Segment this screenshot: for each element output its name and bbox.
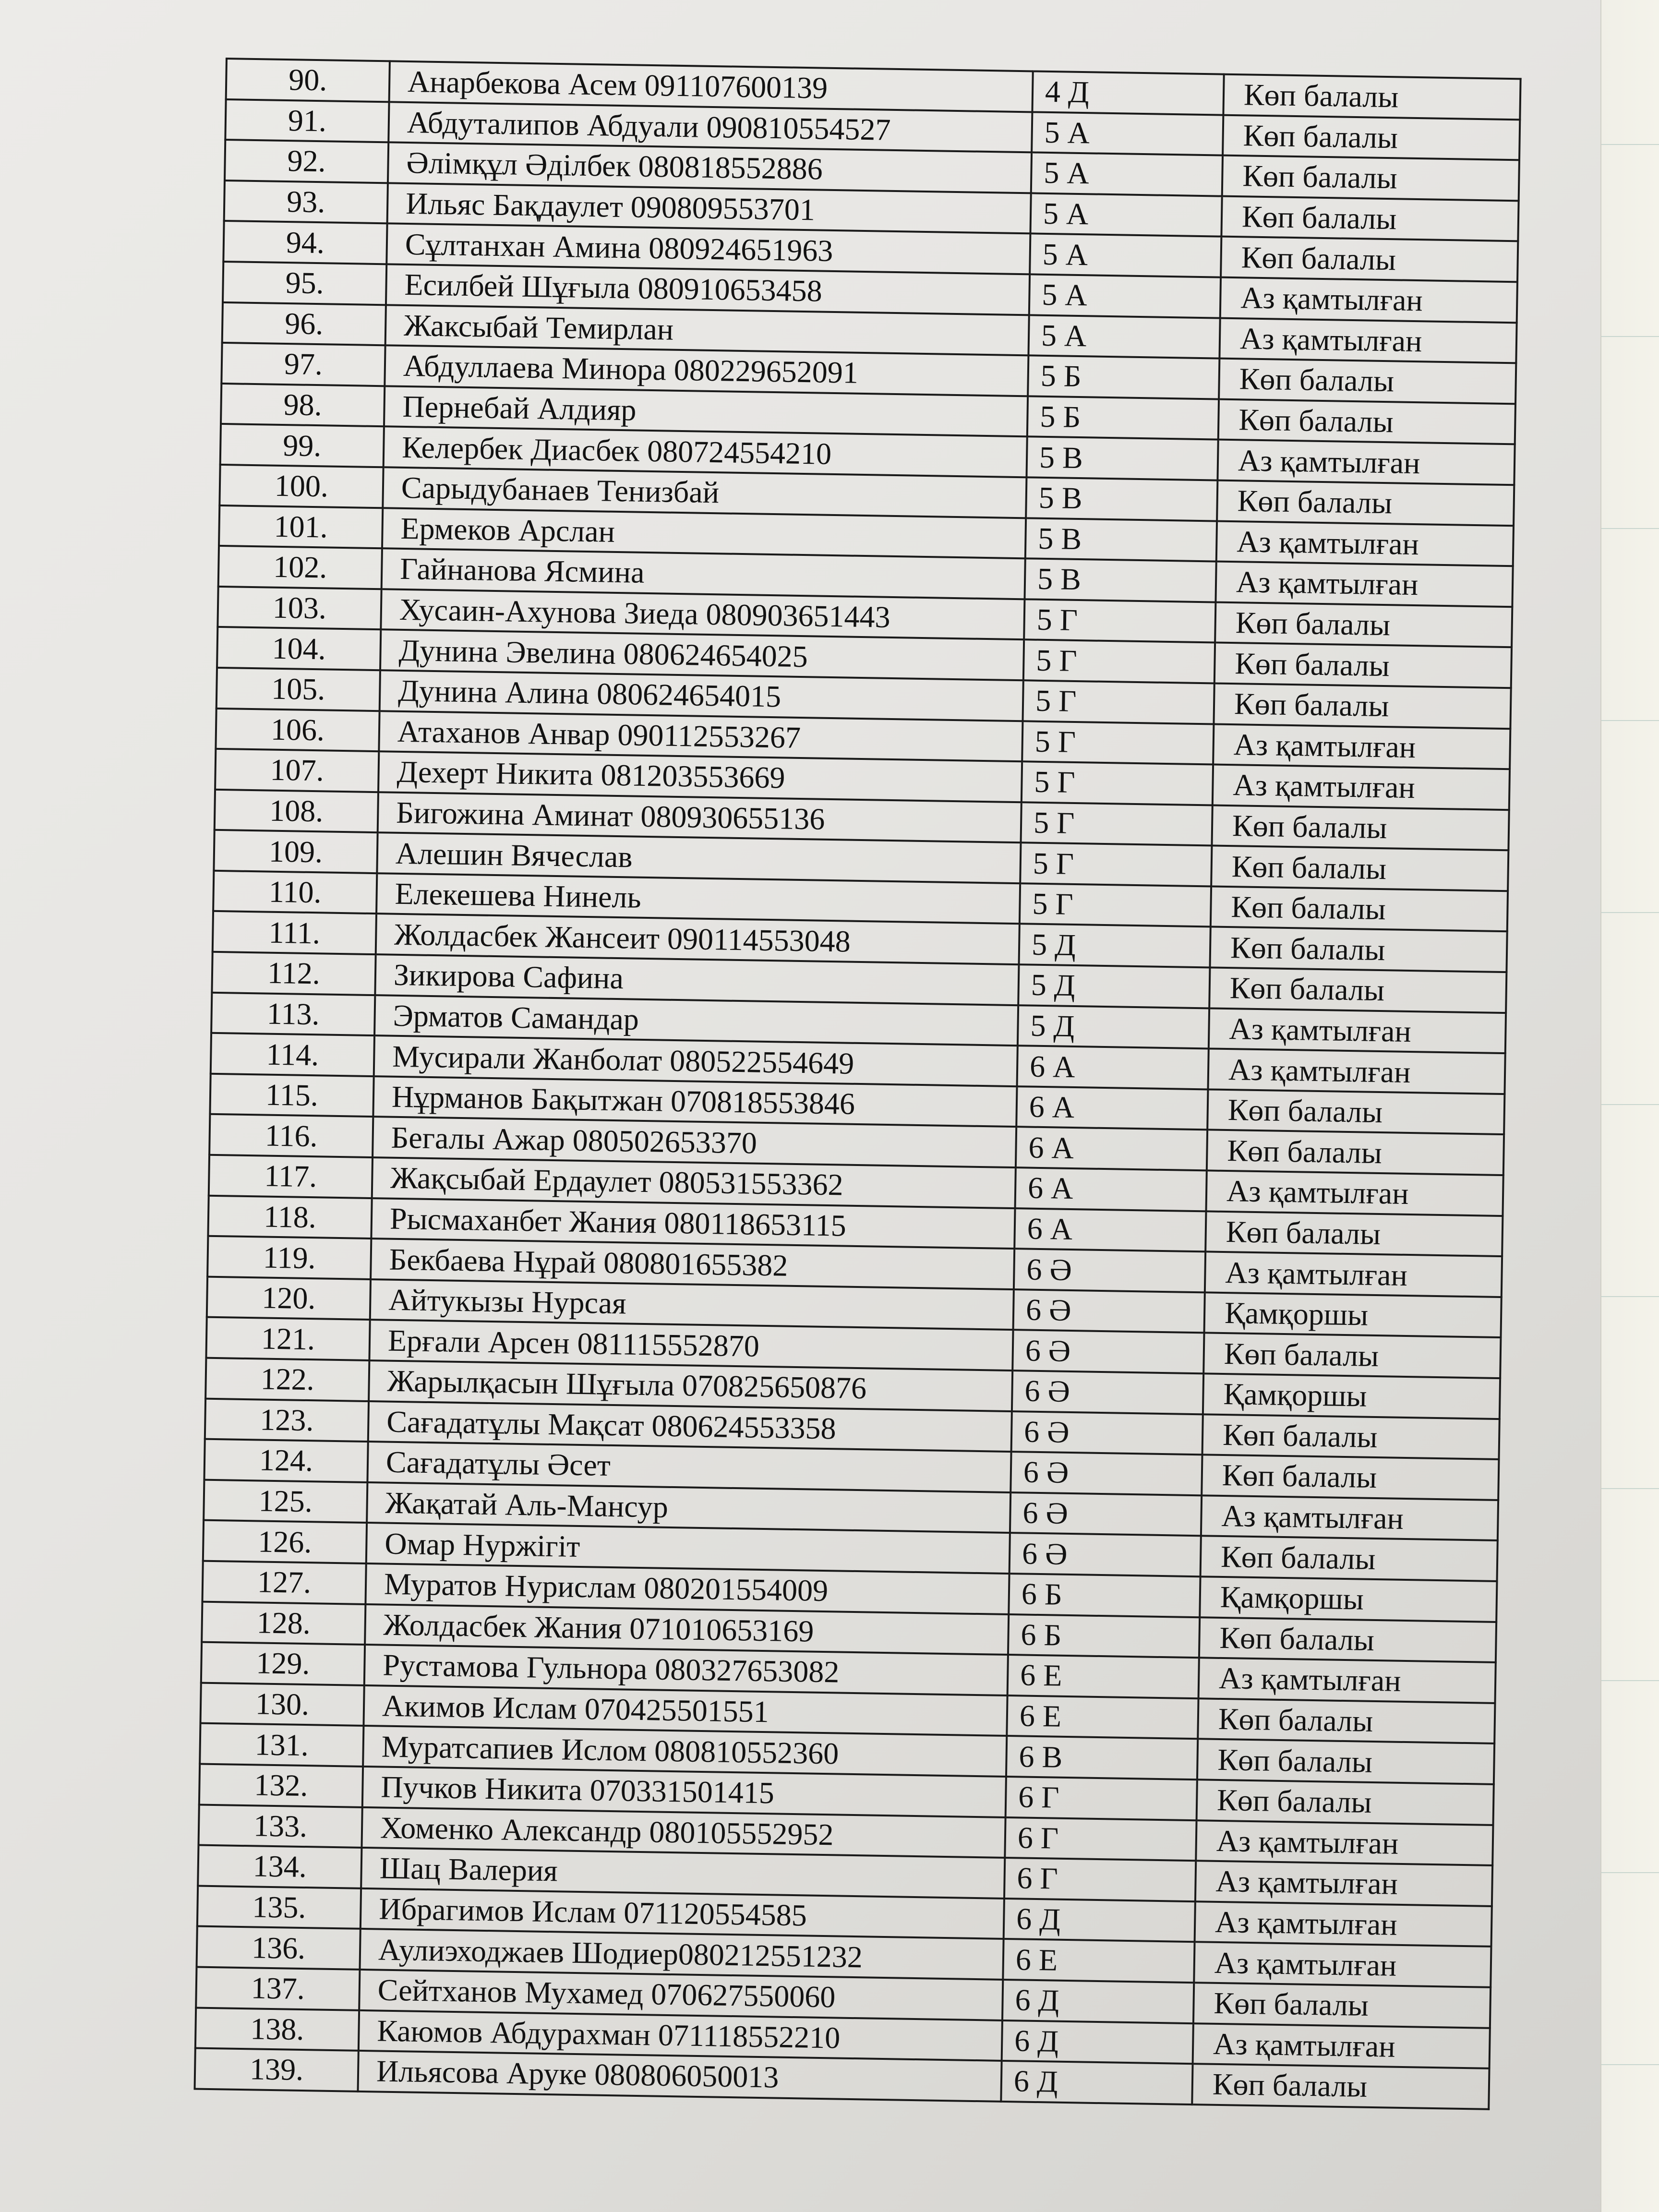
class-grade: 6 Д: [1004, 1899, 1195, 1942]
class-grade: 6 В: [1006, 1736, 1198, 1779]
class-grade: 6 Е: [1008, 1655, 1199, 1698]
row-number: 130.: [200, 1683, 364, 1726]
family-status: Көп балалы: [1210, 927, 1507, 972]
student-name-id: Сарыдубанаев Тенизбай: [383, 467, 1026, 518]
class-grade: 4 Д: [1032, 71, 1224, 115]
student-name-id: Әлімқұл Әділбек 080818552886: [388, 143, 1032, 193]
student-name-id: Анарбекова Асем 091107600139: [389, 61, 1033, 112]
class-grade: 5 А: [1029, 274, 1221, 318]
student-name-id: Абдуталипов Абдуали 090810554527: [388, 102, 1032, 153]
class-grade: 5 В: [1026, 477, 1217, 521]
student-name-id: Елекешева Нинель: [376, 873, 1020, 924]
row-number: 100.: [219, 465, 383, 508]
class-grade: 6 Д: [1002, 1980, 1194, 2023]
row-number: 101.: [219, 505, 383, 548]
student-name-id: Гайнанова Ясмина: [382, 548, 1025, 599]
row-number: 91.: [225, 99, 389, 143]
student-name-id: Жарылқасын Шұғыла 070825650876: [369, 1360, 1012, 1411]
class-grade: 6 А: [1017, 1046, 1209, 1089]
row-number: 134.: [198, 1845, 361, 1888]
class-grade: 6 Ә: [1012, 1370, 1203, 1414]
family-status: Аз қамтылған: [1206, 1170, 1503, 1215]
row-number: 123.: [205, 1398, 369, 1442]
family-status: Көп балалы: [1214, 683, 1511, 728]
family-status: Көп балалы: [1207, 1130, 1504, 1175]
family-status: Көп балалы: [1215, 602, 1512, 647]
student-name-id: Аулиэходжаев Шодиер080212551232: [360, 1929, 1003, 1980]
class-grade: 6 Д: [1002, 2020, 1193, 2064]
row-number: 117.: [209, 1155, 373, 1198]
class-grade: 5 А: [1030, 234, 1221, 277]
row-number: 113.: [211, 992, 375, 1035]
student-name-id: Сағадатұлы Әсет: [367, 1442, 1011, 1492]
class-grade: 6 Ә: [1010, 1533, 1201, 1576]
student-name-id: Бигожина Аминат 080930655136: [378, 792, 1022, 843]
family-status: Көп балалы: [1197, 1779, 1494, 1825]
class-grade: 5 Г: [1020, 883, 1211, 927]
class-grade: 5 В: [1026, 437, 1218, 481]
family-status: Көп балалы: [1207, 1089, 1504, 1134]
family-status: Қамқоршы: [1203, 1373, 1500, 1419]
student-name-id: Нұрманов Бақытжан 070818553846: [373, 1076, 1017, 1127]
class-grade: 6 Ә: [1013, 1289, 1205, 1333]
student-name-id: Жақатай Аль-Мансур: [367, 1482, 1010, 1533]
family-status: Көп балалы: [1201, 1536, 1498, 1581]
class-grade: 6 Г: [1006, 1777, 1197, 1820]
family-status: Аз қамтылған: [1209, 1008, 1506, 1053]
row-number: 103.: [217, 587, 381, 630]
student-name-id: Эрматов Самандар: [374, 995, 1018, 1046]
row-number: 129.: [201, 1642, 365, 1685]
student-name-id: Жаксыбай Темирлан: [385, 305, 1029, 356]
class-grade: 6 Б: [1008, 1614, 1200, 1658]
side-notebook-sheet: [1600, 0, 1659, 2212]
class-grade: 6 А: [1015, 1167, 1207, 1211]
row-number: 105.: [216, 668, 380, 711]
family-status: Көп балалы: [1192, 2064, 1489, 2109]
family-status: Аз қамтылған: [1215, 562, 1513, 607]
student-name-id: Келербек Диасбек 080724554210: [384, 427, 1027, 478]
family-status: Аз қамтылған: [1220, 277, 1517, 323]
class-grade: 6 Г: [1005, 1817, 1196, 1861]
row-number: 98.: [221, 384, 385, 427]
class-grade: 5 Г: [1022, 761, 1213, 805]
row-number: 96.: [222, 302, 386, 346]
student-name-id: Жолдасбек Жансеит 090114553048: [376, 914, 1020, 965]
family-status: Көп балалы: [1219, 359, 1516, 404]
row-number: 99.: [220, 424, 384, 467]
row-number: 135.: [197, 1886, 361, 1929]
family-status: Аз қамтылған: [1195, 1861, 1492, 1906]
row-number: 92.: [225, 140, 388, 183]
family-status: Көп балалы: [1218, 399, 1515, 444]
row-number: 131.: [200, 1723, 363, 1767]
family-status: Аз қамтылған: [1208, 1049, 1505, 1094]
student-name-id: Шац Валерия: [361, 1848, 1005, 1899]
student-name-id: Дунина Эвелина 080624654025: [380, 630, 1024, 681]
student-name-id: Муратсапиев Ислом 080810552360: [363, 1726, 1007, 1777]
class-grade: 6 А: [1016, 1127, 1207, 1171]
class-grade: 5 Г: [1020, 843, 1212, 887]
student-name-id: Айтукызы Нурсая: [370, 1279, 1014, 1330]
class-grade: 5 Г: [1024, 599, 1215, 643]
row-number: 137.: [196, 1967, 360, 2010]
class-grade: 6 Ә: [1010, 1452, 1202, 1495]
family-status: Аз қамтылған: [1196, 1820, 1493, 1865]
class-grade: 5 А: [1031, 153, 1223, 196]
student-name-id: Жақсыбай Ердаулет 080531553362: [372, 1157, 1016, 1208]
student-name-id: Омар Нуржігіт: [366, 1523, 1010, 1574]
row-number: 126.: [203, 1520, 367, 1563]
family-status: Аз қамтылған: [1199, 1658, 1496, 1703]
class-grade: 5 Б: [1028, 356, 1219, 399]
class-grade: 5 В: [1025, 518, 1217, 562]
family-status: Көп балалы: [1203, 1333, 1501, 1378]
student-name-id: Бегалы Ажар 080502653370: [373, 1117, 1016, 1168]
family-status: Көп балалы: [1199, 1617, 1496, 1662]
family-status: Аз қамтылған: [1195, 1901, 1492, 1947]
family-status: Аз қамтылған: [1219, 318, 1516, 363]
student-name-id: Атаханов Анвар 090112553267: [379, 711, 1022, 762]
class-grade: 5 В: [1024, 558, 1216, 602]
student-name-id: Хоменко Александр 080105552952: [361, 1807, 1005, 1858]
class-grade: 5 А: [1032, 112, 1223, 156]
row-number: 106.: [216, 708, 379, 751]
family-status: Аз қамтылған: [1201, 1495, 1498, 1540]
family-status: Аз қамтылған: [1194, 1942, 1491, 1987]
row-number: 122.: [205, 1358, 369, 1401]
student-name-id: Абдуллаева Минора 080229652091: [385, 345, 1028, 396]
row-number: 118.: [208, 1195, 372, 1238]
class-grade: 6 Ә: [1010, 1492, 1202, 1536]
row-number: 102.: [218, 546, 382, 589]
class-grade: 6 Д: [1001, 2061, 1192, 2104]
row-number: 108.: [215, 790, 378, 833]
row-number: 110.: [213, 871, 377, 914]
family-status: Көп балалы: [1205, 1211, 1503, 1256]
student-name-id: Ильясова Аруке 080806050013: [358, 2051, 1001, 2102]
family-status: Қамқоршы: [1200, 1576, 1497, 1622]
class-grade: 6 Ә: [1014, 1249, 1205, 1292]
row-number: 121.: [206, 1317, 370, 1360]
family-status: Көп балалы: [1202, 1414, 1500, 1459]
row-number: 107.: [215, 749, 379, 792]
family-status: Көп балалы: [1197, 1739, 1494, 1784]
family-status: Көп балалы: [1212, 805, 1509, 850]
row-number: 114.: [211, 1033, 374, 1076]
row-number: 94.: [223, 221, 387, 264]
student-name-id: Есилбей Шұғыла 080910653458: [386, 264, 1030, 315]
row-number: 111.: [213, 911, 376, 954]
row-number: 93.: [224, 180, 388, 224]
family-status: Көп балалы: [1211, 886, 1508, 931]
class-grade: 6 Ә: [1012, 1330, 1204, 1374]
student-name-id: Сағадатұлы Мақсат 080624553358: [368, 1401, 1012, 1452]
class-grade: 6 Б: [1009, 1574, 1200, 1617]
class-grade: 5 Г: [1023, 680, 1214, 724]
class-grade: 5 Б: [1027, 396, 1219, 440]
family-status: Көп балалы: [1223, 115, 1520, 160]
student-name-id: Бекбаева Нұрай 080801655382: [371, 1238, 1014, 1289]
class-grade: 5 Г: [1023, 640, 1215, 684]
class-grade: 6 Ә: [1011, 1411, 1203, 1455]
class-grade: 5 А: [1030, 193, 1222, 237]
family-status: Көп балалы: [1202, 1455, 1499, 1500]
family-status: Аз қамтылған: [1213, 724, 1510, 769]
class-grade: 5 Д: [1018, 964, 1210, 1008]
student-name-id: Рысмаханбет Жания 080118653115: [371, 1198, 1015, 1249]
family-status: Көп балалы: [1222, 156, 1519, 201]
student-list-table-wrap: [194, 58, 1522, 2110]
student-name-id: Каюмов Абдурахман 071118552210: [359, 2010, 1002, 2061]
student-name-id: Сұлтанхан Амина 080924651963: [386, 224, 1030, 275]
family-status: Аз қамтылған: [1216, 521, 1514, 566]
class-grade: 6 А: [1016, 1086, 1208, 1130]
row-number: 133.: [199, 1804, 362, 1848]
row-number: 128.: [202, 1601, 365, 1645]
family-status: Көп балалы: [1209, 968, 1506, 1013]
class-grade: 5 Г: [1021, 802, 1213, 846]
class-grade: 6 Е: [1003, 1939, 1194, 1983]
row-number: 132.: [199, 1764, 363, 1807]
student-rows: [195, 59, 1521, 2109]
row-number: 116.: [209, 1114, 373, 1157]
row-number: 124.: [204, 1439, 368, 1482]
row-number: 119.: [207, 1236, 371, 1279]
student-name-id: Хусаин-Ахунова Зиеда 080903651443: [381, 589, 1024, 640]
class-grade: 6 Г: [1004, 1858, 1196, 1901]
student-name-id: Жолдасбек Жания 071010653169: [365, 1604, 1009, 1655]
class-grade: 5 Д: [1018, 1005, 1209, 1049]
class-grade: 5 Г: [1022, 721, 1214, 765]
student-name-id: Ильяс Бақдаулет 090809553701: [387, 183, 1031, 234]
student-name-id: Дехерт Никита 081203553669: [378, 751, 1022, 802]
student-name-id: Зикирова Сафина: [375, 954, 1019, 1005]
row-number: 95.: [223, 262, 386, 305]
row-number: 109.: [214, 830, 377, 873]
class-grade: 5 Д: [1019, 924, 1211, 968]
family-status: Көп балалы: [1221, 196, 1518, 241]
student-name-id: Пернебай Алдияр: [384, 386, 1028, 437]
student-name-id: Ермеков Арслан: [382, 508, 1026, 559]
family-status: Аз қамтылған: [1217, 440, 1515, 485]
student-name-id: Ерғали Арсен 081115552870: [369, 1320, 1013, 1370]
class-grade: 5 А: [1028, 315, 1220, 359]
student-name-id: Рустамова Гульнора 080327653082: [364, 1645, 1008, 1695]
student-name-id: Пучков Никита 070331501415: [362, 1767, 1006, 1817]
family-status: Көп балалы: [1193, 1983, 1491, 2028]
family-status: Аз қамтылған: [1193, 2023, 1490, 2068]
family-status: Көп балалы: [1221, 237, 1518, 282]
row-number: 90.: [226, 59, 390, 102]
student-name-id: Муратов Нурислам 080201554009: [365, 1563, 1009, 1614]
student-name-id: Акимов Ислам 070425501551: [363, 1685, 1007, 1736]
student-list-table: [194, 58, 1522, 2110]
family-status: Қамқоршы: [1204, 1292, 1502, 1337]
row-number: 97.: [221, 343, 385, 386]
class-grade: 6 Е: [1007, 1695, 1198, 1739]
family-status: Көп балалы: [1214, 643, 1512, 688]
student-name-id: Ибрагимов Ислам 071120554585: [361, 1888, 1004, 1939]
family-status: Аз қамтылған: [1205, 1252, 1502, 1297]
family-status: Аз қамтылған: [1213, 765, 1510, 810]
row-number: 125.: [204, 1479, 367, 1523]
student-name-id: Дунина Алина 080624654015: [380, 670, 1023, 721]
family-status: Көп балалы: [1211, 846, 1508, 891]
row-number: 139.: [195, 2048, 359, 2092]
family-status: Көп балалы: [1198, 1698, 1495, 1743]
row-number: 115.: [210, 1074, 373, 1117]
student-name-id: Мусирали Жанболат 080522554649: [374, 1035, 1018, 1086]
family-status: Көп балалы: [1223, 74, 1520, 120]
row-number: 138.: [195, 2008, 359, 2051]
student-name-id: Сейтханов Мухамед 070627550060: [359, 1970, 1003, 2020]
row-number: 136.: [197, 1926, 361, 1970]
student-name-id: Алешин Вячеслав: [377, 832, 1021, 883]
row-number: 112.: [212, 952, 375, 995]
row-number: 104.: [217, 627, 381, 670]
row-number: 127.: [202, 1561, 366, 1604]
class-grade: 6 А: [1014, 1208, 1206, 1252]
family-status: Көп балалы: [1217, 481, 1514, 526]
row-number: 120.: [207, 1277, 371, 1320]
